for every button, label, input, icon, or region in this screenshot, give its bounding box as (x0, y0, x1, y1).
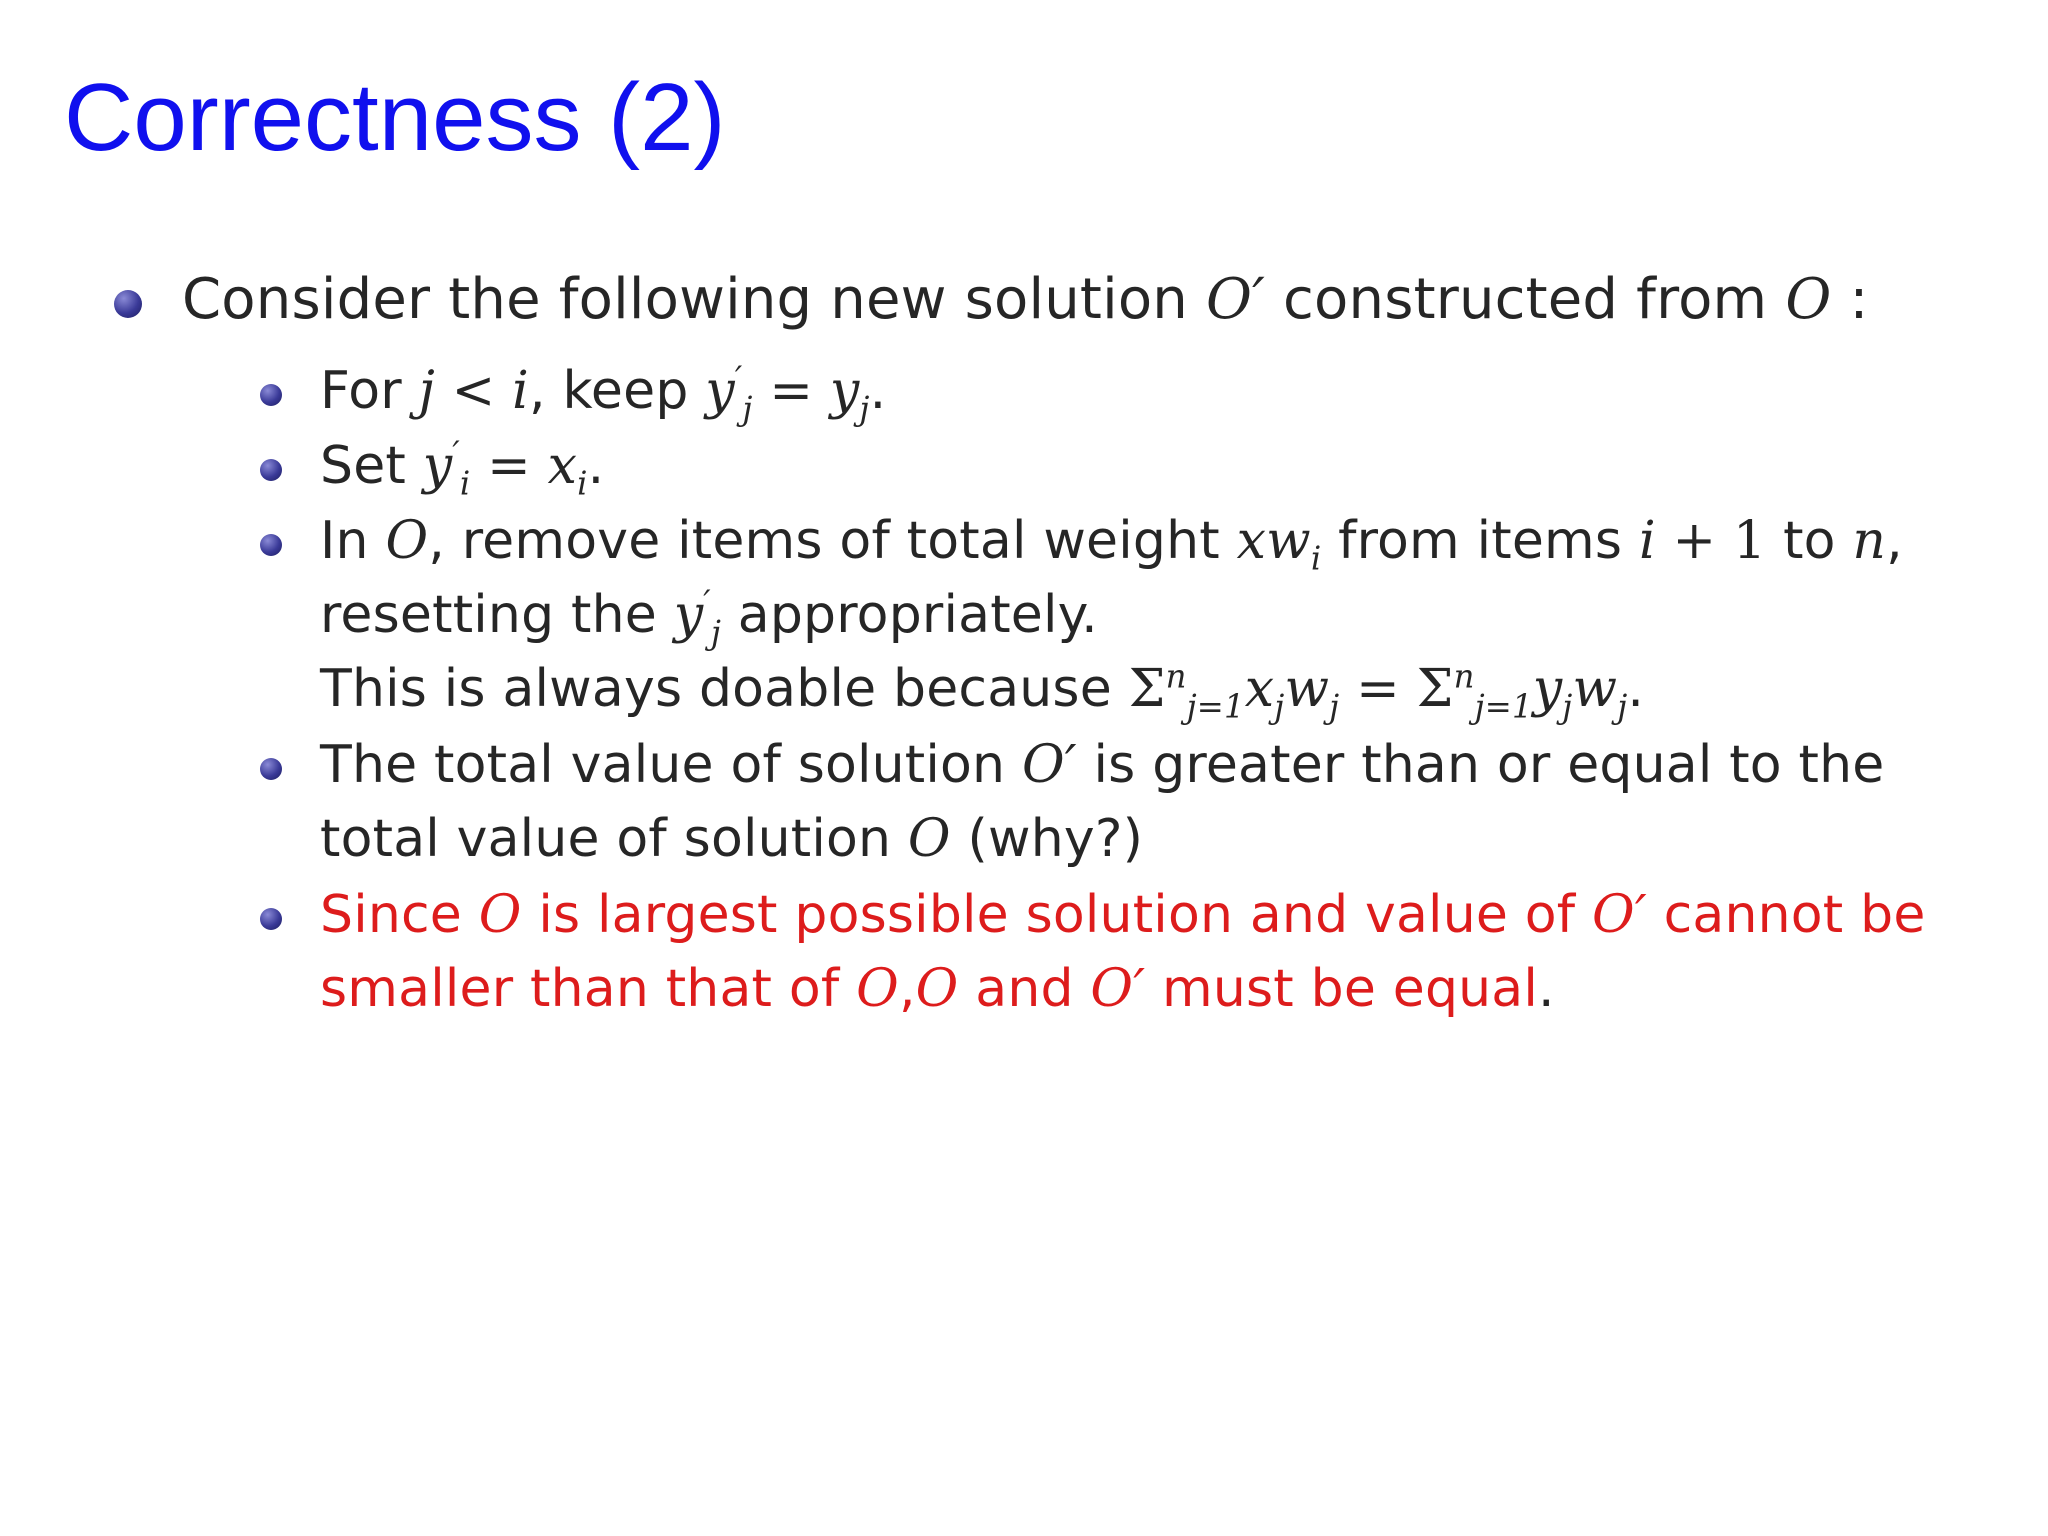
y-prime-j (705, 359, 753, 428)
sub-bullet-3-line-3 (320, 656, 1645, 726)
n-symbol: n (1852, 511, 1887, 571)
o-prime: O′ (1592, 885, 1647, 945)
subscript-j: j (859, 389, 870, 428)
xw-symbol: xw (1236, 511, 1311, 571)
subscript-i: i (577, 464, 588, 503)
sub-bullet-4-line-1 (320, 732, 1884, 798)
o-symbol: O (856, 959, 899, 1019)
subscript-i: i (459, 464, 471, 503)
and-word: and (975, 959, 1074, 1019)
o-symbol: O (478, 885, 522, 945)
i-symbol: i (1638, 511, 1656, 571)
must-be-equal-text: must be equal (1162, 959, 1539, 1019)
sub-bullet-2 (320, 433, 605, 503)
period: . (1538, 959, 1555, 1019)
main-bullet-middle: constructed from (1283, 267, 1768, 332)
sphere-bullet-icon (260, 758, 282, 780)
sub-bullet-1 (320, 358, 887, 428)
xw-i (1236, 511, 1322, 578)
y-symbol: y (705, 361, 735, 421)
y-symbol: y (829, 361, 860, 421)
sum-expression-right (1416, 656, 1628, 726)
total-value-text: The total value of solution (320, 735, 1006, 795)
subscript-j: j (1274, 687, 1285, 726)
sigma-symbol: Σ (1416, 659, 1454, 719)
superscript-n: n (1453, 657, 1475, 696)
prime-mark: ′ (703, 583, 711, 622)
sub-bullet-3-line-1 (320, 508, 1903, 578)
slide-title: Correctness (2) (64, 64, 726, 171)
sphere-bullet-icon (260, 908, 282, 930)
resetting-text: resetting the (320, 585, 657, 645)
in-word: In (320, 511, 369, 571)
keep-word: , keep (529, 361, 689, 421)
subscript-j: j (1617, 687, 1628, 726)
cannot-be-text: cannot be (1663, 885, 1926, 945)
for-word: For (320, 361, 402, 421)
y-symbol: y (1532, 659, 1563, 719)
prime-mark: ′ (734, 359, 743, 398)
smaller-than-text: smaller than that of (320, 959, 840, 1019)
i-symbol: i (512, 361, 530, 421)
o-symbol: O (1785, 267, 1832, 332)
subscript-i: i (1310, 539, 1322, 578)
equals-symbol: = (1356, 659, 1400, 719)
y-prime-j (673, 583, 722, 652)
equals-symbol: = (769, 361, 814, 421)
sphere-bullet-icon (260, 384, 282, 406)
colon: : (1849, 267, 1869, 332)
subscript-j: j (1562, 687, 1573, 726)
lt-symbol: < (451, 361, 496, 421)
doable-text: This is always doable because (320, 659, 1112, 719)
sub-bullet-3-line-2 (320, 582, 1098, 652)
appropriately-text: appropriately. (737, 585, 1098, 645)
comma: , (1886, 511, 1903, 571)
sphere-bullet-icon (114, 290, 142, 318)
sum-expression-left (1128, 656, 1340, 726)
o-symbol: O (385, 511, 429, 571)
greater-than-text: is greater than or equal to the (1093, 735, 1885, 795)
subscript-j: j (742, 389, 753, 428)
x-symbol: x (547, 436, 578, 496)
period: . (869, 361, 887, 421)
largest-solution-text: is largest possible solution and value of (538, 885, 1576, 945)
since-word: Since (320, 885, 462, 945)
sphere-bullet-icon (260, 459, 282, 481)
set-word: Set (320, 436, 406, 496)
subscript-j: j (1329, 687, 1340, 726)
sub-bullet-5-line-1 (320, 882, 1926, 948)
from-items-text: from items (1338, 511, 1623, 571)
y-prime-i (422, 434, 471, 503)
o-symbol: O (907, 809, 951, 869)
main-bullet-lead: Consider the following new solution (182, 267, 1188, 332)
subscript-j-equals-1: j=1 (1186, 687, 1245, 726)
subscript-j: j (710, 613, 722, 652)
superscript-n: n (1165, 657, 1187, 696)
why-text: (why?) (967, 809, 1144, 869)
prime-mark: ′ (452, 434, 460, 473)
sub-bullet-4-line-2 (320, 806, 1143, 872)
total-value-text: total value of solution (320, 809, 892, 869)
sub-bullet-5-line-2 (320, 956, 1555, 1022)
one-number: 1 (1733, 511, 1767, 571)
y-j (829, 361, 870, 428)
o-prime: O′ (1206, 267, 1266, 332)
o-prime: O′ (1090, 959, 1146, 1019)
y-symbol: y (422, 436, 453, 496)
y-symbol: y (673, 585, 704, 645)
main-bullet-text (182, 265, 1869, 335)
to-word: to (1783, 511, 1836, 571)
o-symbol: O (915, 959, 959, 1019)
x-symbol: x (1244, 659, 1275, 719)
j-symbol: j (418, 361, 435, 421)
w-symbol: w (1284, 659, 1330, 719)
comma: , (898, 959, 916, 1019)
w-symbol: w (1572, 659, 1618, 719)
plus-symbol: + (1672, 511, 1717, 571)
period: . (587, 436, 605, 496)
remove-items-text: , remove items of total weight (428, 511, 1220, 571)
period: . (1627, 659, 1645, 719)
o-prime: O′ (1021, 735, 1077, 795)
x-i (547, 436, 588, 503)
sphere-bullet-icon (260, 534, 282, 556)
equals-symbol: = (487, 436, 531, 496)
sigma-symbol: Σ (1128, 659, 1166, 719)
subscript-j-equals-1: j=1 (1474, 687, 1533, 726)
